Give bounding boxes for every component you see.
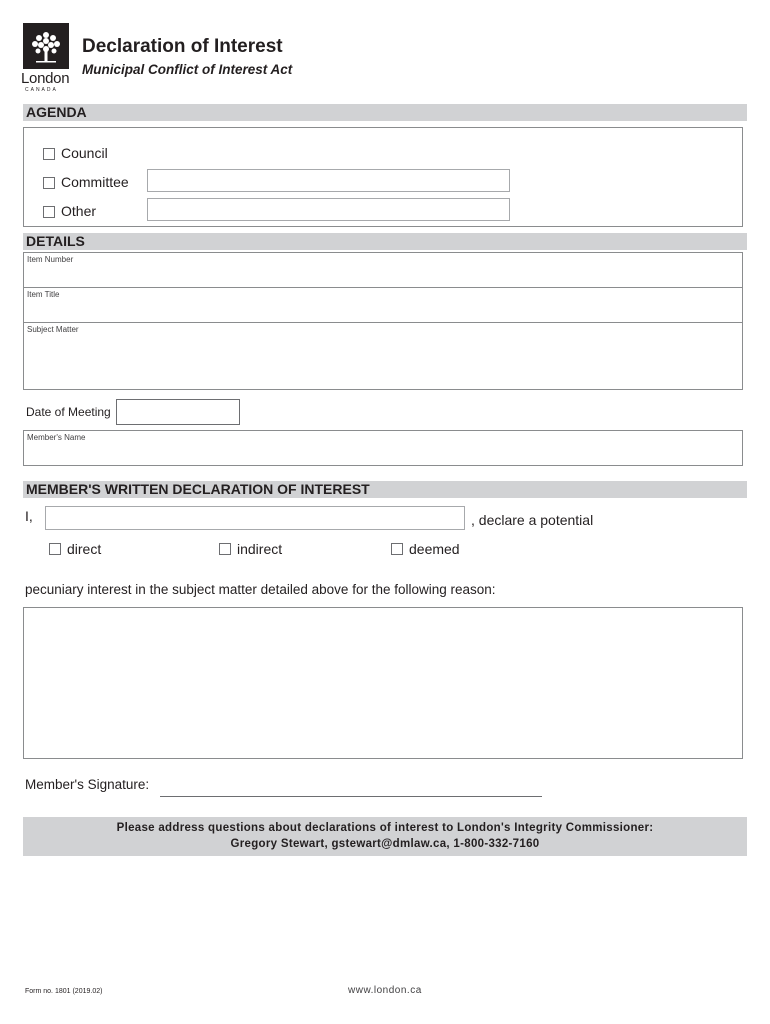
contact-note [23, 817, 747, 856]
page-title: Declaration of Interest [82, 36, 283, 57]
signature-line[interactable] [160, 796, 542, 797]
council-checkbox[interactable] [43, 148, 55, 160]
contact-note-line1: Please address questions about declarations of interest to London's Integrity Commissioner: [116, 822, 654, 834]
indirect-label: indirect [237, 541, 283, 557]
deemed-checkbox[interactable] [391, 543, 403, 555]
subject-matter-label: Subject Matter [27, 325, 79, 334]
city-logo [23, 23, 69, 69]
committee-checkbox[interactable] [43, 177, 55, 189]
page-subtitle: Municipal Conflict of Interest Act [82, 62, 293, 77]
declaration-suffix: , declare a potential [471, 512, 594, 528]
subject-matter-field[interactable] [23, 322, 743, 390]
item-title-label: Item Title [27, 290, 60, 299]
item-number-label: Item Number [27, 255, 74, 264]
members-name-label: Member's Name [27, 433, 86, 442]
reason-prompt: pecuniary interest in the subject matter detailed above for the following reason: [25, 582, 496, 597]
date-of-meeting-label: Date of Meeting [26, 405, 111, 419]
deemed-label: deemed [409, 541, 460, 557]
direct-checkbox[interactable] [49, 543, 61, 555]
tree-icon [28, 26, 64, 66]
declarant-name-field[interactable] [45, 506, 465, 530]
item-title-field[interactable] [23, 287, 743, 323]
indirect-checkbox[interactable] [219, 543, 231, 555]
signature-label: Member's Signature: [25, 777, 150, 792]
contact-note-line2: Gregory Stewart, gstewart@dmlaw.ca, 1-800-332-7160 [230, 838, 540, 850]
logo-wordmark: London [21, 70, 70, 87]
other-checkbox[interactable] [43, 206, 55, 218]
other-label: Other [61, 203, 97, 219]
reason-field[interactable] [23, 607, 743, 759]
agenda-heading: AGENDA [23, 104, 747, 121]
logo-subtext: CANADA [25, 87, 58, 93]
date-of-meeting-field[interactable] [116, 399, 240, 425]
details-heading: DETAILS [23, 233, 747, 250]
members-name-field[interactable] [23, 430, 743, 466]
form-number: Form no. 1801 (2019.02) [25, 988, 103, 995]
committee-label: Committee [61, 174, 129, 190]
other-field[interactable] [147, 198, 510, 221]
declaration-prefix: I, [25, 508, 33, 524]
declaration-heading: MEMBER'S WRITTEN DECLARATION OF INTEREST [23, 481, 747, 498]
item-number-field[interactable] [23, 252, 743, 288]
committee-field[interactable] [147, 169, 510, 192]
council-label: Council [61, 145, 108, 161]
website: www.london.ca [348, 985, 422, 996]
direct-label: direct [67, 541, 102, 557]
